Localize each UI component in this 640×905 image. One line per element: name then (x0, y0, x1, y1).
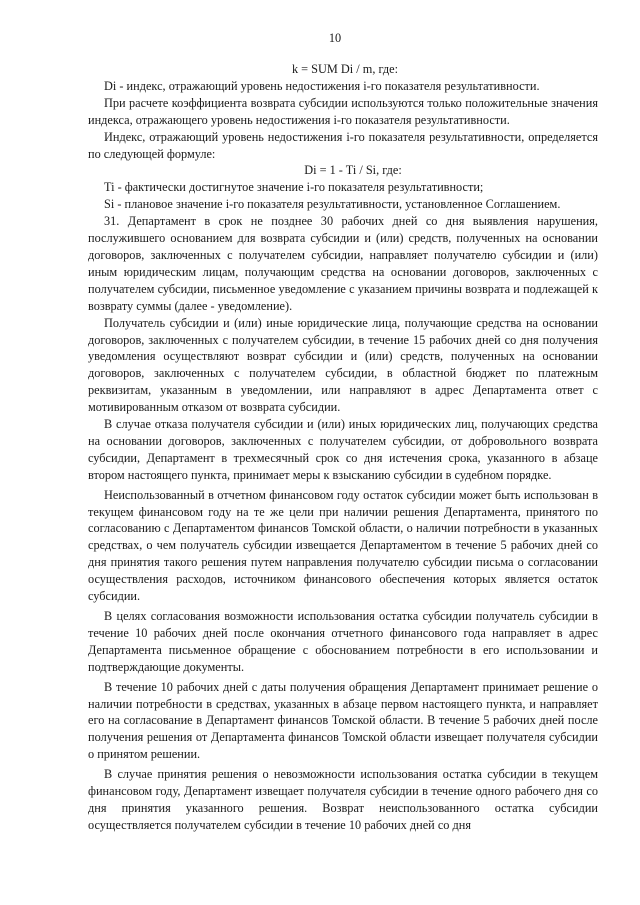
paragraph-decision-10-days: В течение 10 рабочих дней с даты получения обращения Департамент принимает решение о наличии потребности в средствах, указанных в абзаце первом настоящего пункта, и направляет его на согласование в Департамент финансов Томской области. В течение 5 рабочих дней после получения решения от Департамента финансов Томской области извещает получателя субсидии о принятом решении. (88, 679, 598, 762)
paragraph-di-definition: Di - индекс, отражающий уровень недостижения i-го показателя результативности. (104, 78, 540, 93)
paragraph-31: 31. Департамент в срок не позднее 30 рабочих дней со дня выявления нарушения, послужившего основанием для возврата субсидии и (или) средств, полученных на основании договоров, заключенных с получателем субсидии, направляет получателю субсидии и (или) иным юридическим лицам, получающим средства на основании договоров, заключенных с получателем субсидии, письменное уведомление с указанием причины возврата и подлежащей к возврату суммы (далее - уведомление). (88, 214, 598, 313)
paragraph-refusal: В случае отказа получателя субсидии и (или) иных юридических лиц, получающих средства на основании договоров, заключенных с получателем субсидии, от добровольного возврата субсидии, Департамент в трехмесячный срок со дня истечения срока, указанного в абзаце втором настоящего пункта, принимает меры к взысканию субсидии в судебном порядке. (88, 417, 598, 482)
paragraph-recipient-return: Получатель субсидии и (или) иные юридические лица, получающие средства на основании договоров, заключенных с получателем субсидии, в течение 15 рабочих дней со дня получения уведомления осуществляют возврат субсидии и (или) средств, полученных на основании договоров, заключенных с получателем субсидии, в областной бюджет по платежным реквизитам, указанным в уведомлении, или направляют в адрес Департамента ответ с мотивированным отказом от возврата субсидии. (88, 315, 598, 415)
paragraph-agreement: В целях согласования возможности использования остатка субсидии получатель субсидии в течение 10 рабочих дней после окончания отчетного финансового года направляет в адрес Департамента письменное обращение с обоснованием потребности в его использовании и подтверждающие документы. (88, 609, 598, 674)
paragraph-si-definition: Si - плановое значение i-го показателя результативности, установленное Соглашением. (104, 197, 561, 212)
paragraph-index-intro: Индекс, отражающий уровень недостижения i-го показателя результативности, определяется по следующей формуле: (88, 129, 598, 161)
paragraph-unused-balance: Неиспользованный в отчетном финансовом году остаток субсидии может быть использован в текущем финансовом году на те же цели при наличии решения Департамента, принятого по согласованию с Департаментом финансов Томской области, о наличии потребности в указанных средствах, о чем получатель субсидии извещается Департаментом в течение 5 рабочих дней со дня принятия такого решения путем направления получателю субсидии письма о согласовании осуществления расходов, источником финансового обеспечения которых является остаток субсидии. (88, 487, 598, 604)
formula-k: k = SUM Di / m, где: (291, 62, 399, 76)
paragraph-impossibility: В случае принятия решения о невозможности использования остатка субсидии в текущем финансовом году, Департамент извещает получателя субсидии в течение одного рабочего дня со дня принятия указанного решения. Возврат неиспользованного остатка субсидии осуществляется получателем субсидии в течение 10 рабочих дней со дня (88, 767, 598, 832)
paragraph-ti-definition: Ti - фактически достигнутое значение i-го показателя результативности; (104, 180, 484, 195)
document-body (88, 61, 598, 834)
paragraph-positive-values: При расчете коэффициента возврата субсидии используются только положительные значения индекса, отражающего уровень недостижения i-го показателя результативности. (88, 95, 598, 127)
formula-di: Di = 1 - Ti / Si, где: (304, 163, 402, 178)
page-number: 10 (328, 31, 342, 45)
